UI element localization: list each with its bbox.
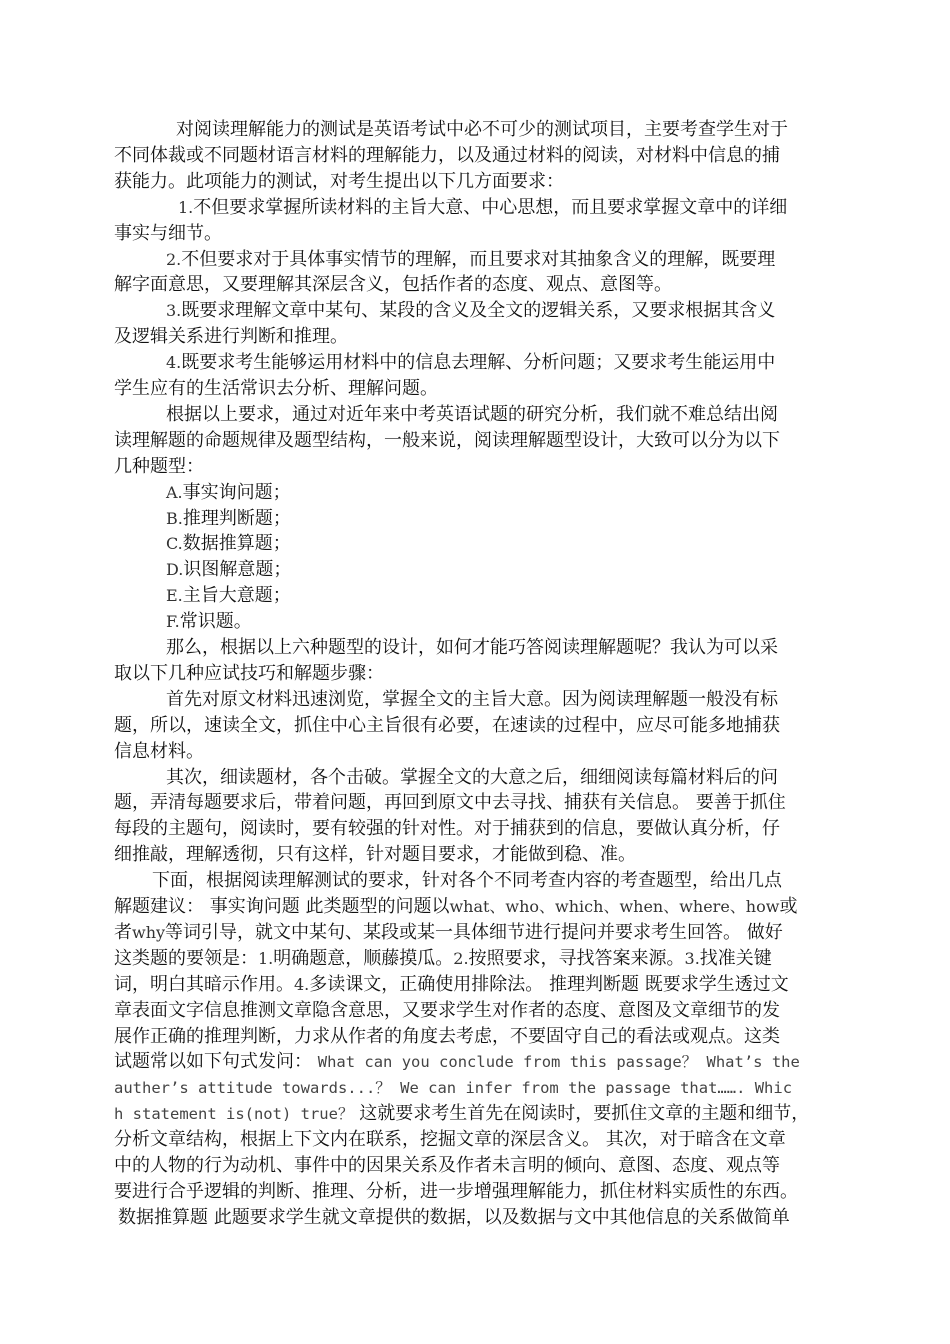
text-segment: 中的人物的行为动机、事件中的因果关系及作者未言明的倾向、意图、态度、观点等 — [114, 1155, 780, 1176]
text-line — [114, 222, 222, 246]
text-segment: 主旨大意题； — [182, 585, 291, 607]
text-segment: 既要求考生能够运用材料中的信息去理解、分析问题；又要求考生能运用中 — [181, 352, 776, 374]
text-line — [166, 481, 291, 505]
text-line — [152, 869, 782, 893]
text-segment: h statement is(not) true？ — [114, 1105, 354, 1124]
text-line — [114, 377, 438, 401]
text-segment: 每段的主题句，阅读时，要有较强的针对性。对于捕获到的信息，要做认真分析，仔 — [114, 818, 780, 840]
text-line — [178, 196, 787, 220]
text-line — [114, 817, 780, 841]
text-segment: 4. — [166, 353, 182, 373]
text-segment: 展作正确的推理判断，力求从作者的角度去考虑，不要固守自己的看法或观点。这类 — [114, 1025, 780, 1047]
text-segment: 下面，根据阅读理解测试的要求，针对各个不同考查内容的考查题型，给出几点 — [152, 870, 782, 892]
text-line — [166, 507, 291, 531]
text-segment: 获能力。此项能力的测试，对考生提出以下几方面要求： — [114, 170, 564, 192]
text-line — [114, 999, 780, 1023]
text-segment: 根据以上要求，通过对近年来中考英语试题的研究分析，我们就不难总结出阅 — [166, 403, 778, 425]
text-segment: 明确题意，顺藤摸瓜。 — [273, 947, 454, 969]
text-line — [166, 351, 775, 375]
text-segment: 这就要求考生首先在阅读时，要抓住文章的主题和细节， — [353, 1103, 810, 1125]
text-line — [114, 1128, 786, 1152]
text-line — [166, 403, 778, 427]
text-line — [166, 610, 252, 634]
text-segment: 1. — [258, 948, 274, 968]
text-line — [114, 455, 204, 479]
text-segment: 词，明白其暗示作用。 — [114, 973, 294, 995]
text-line — [114, 1102, 809, 1126]
text-segment: 细推敲，理解透彻，只有这样，针对题目要求，才能做到稳、准。 — [114, 844, 636, 866]
text-segment: why — [132, 922, 166, 942]
text-segment: 其次，细读题材，各个击破。掌握全文的大意之后，细细阅读每篇材料后的问 — [166, 766, 778, 788]
text-segment: 那么，根据以上六种题型的设计，如何才能巧答阅读理解题呢？我认为可以采 — [166, 637, 778, 658]
text-segment: auther’s attitude towards...？ We can infer from the passage that……. Whic — [114, 1079, 793, 1098]
text-segment: 分析文章结构，根据上下文内在联系，挖掘文章的深层含义。 其次，对于暗含在文章 — [114, 1129, 786, 1151]
text-line — [114, 714, 780, 738]
text-segment: 信息材料。 — [114, 740, 204, 762]
text-segment: 1. — [178, 197, 194, 217]
text-segment: 事实询问题； — [182, 481, 291, 503]
text-line — [114, 273, 672, 297]
text-segment: 按照要求，寻找答案来源。 — [468, 947, 685, 969]
text-segment: 要进行合乎逻辑的判断、推理、分析，进一步增强理解能力，抓住材料实质性的东西。 — [114, 1180, 798, 1202]
text-segment: 数据推算题 此题要求学生就文章提供的数据，以及数据与文中其他信息的关系做简单 — [118, 1206, 790, 1228]
text-segment: 3. — [684, 948, 700, 968]
text-line — [114, 1025, 780, 1049]
text-line — [166, 688, 778, 712]
text-segment: B. — [166, 508, 183, 528]
text-segment: 不但要求掌握所读材料的主旨大意、中心思想，而且要求掌握文章中的详细 — [193, 196, 788, 218]
text-line — [114, 791, 786, 815]
text-segment: 读理解题的命题规律及题型结构，一般来说，阅读理解题型设计，大致可以分为以下 — [114, 429, 780, 451]
text-line — [114, 170, 564, 194]
text-segment: 对阅读理解能力的测试是英语考试中必不可少的测试项目，主要考查学生对于 — [176, 119, 788, 140]
text-line — [114, 921, 783, 945]
text-line — [114, 973, 789, 997]
text-segment: 者 — [114, 921, 132, 943]
text-segment: 题，弄清每题要求后，带着问题，再回到原文中去寻找、捕获有关信息。 要善于抓住 — [114, 792, 786, 814]
text-segment: 3. — [166, 301, 182, 321]
text-segment: 试题常以如下句式发问： — [114, 1051, 318, 1073]
text-segment: 或 — [779, 896, 798, 917]
text-segment: 题，所以，速读全文，抓住中心主旨很有必要，在速读的过程中，应尽可能多地捕获 — [114, 714, 780, 736]
text-segment: 找准关键 — [699, 947, 772, 969]
text-segment: 2. — [166, 249, 182, 269]
text-segment: 取以下几种应试技巧和解题步骤： — [114, 662, 384, 684]
text-segment: 多读课文，正确使用排除法。 推理判断题 既要求学生透过文 — [309, 973, 789, 995]
text-segment: A. — [166, 482, 183, 502]
text-segment: 几种题型： — [114, 455, 204, 477]
text-line — [166, 299, 775, 323]
text-line — [114, 662, 384, 686]
text-line — [114, 1154, 780, 1178]
text-segment: 这类题的要领是： — [114, 947, 258, 969]
text-segment: D. — [166, 560, 184, 580]
text-line — [114, 144, 780, 168]
text-line — [114, 1180, 798, 1204]
text-line — [118, 1206, 790, 1230]
text-segment: 事实与细节。 — [114, 222, 222, 244]
text-line — [176, 118, 788, 142]
text-segment: 数据推算题； — [182, 533, 291, 555]
text-segment: F. — [166, 612, 180, 632]
text-line — [114, 740, 204, 764]
text-segment: C. — [166, 534, 183, 554]
text-segment: 既要求理解文章中某句、某段的含义及全文的逻辑关系，又要求根据其含义 — [181, 300, 776, 322]
text-segment: 识图解意题； — [183, 559, 292, 581]
text-segment: 解题建议： 事实询问题 此类题型的问题以 — [114, 896, 450, 917]
text-line — [166, 584, 291, 608]
text-line — [114, 1076, 792, 1100]
text-segment: 解字面意思，又要理解其深层含义，包括作者的态度、观点、意图等。 — [114, 274, 672, 296]
text-segment: 4. — [294, 974, 310, 994]
text-line — [166, 558, 291, 582]
text-segment: 2. — [453, 948, 469, 968]
text-segment: 章表面文字信息推测文章隐含意思，又要求学生对作者的态度、意图及文章细节的发 — [114, 999, 780, 1021]
text-segment: 首先对原文材料迅速浏览，掌握全文的主旨大意。因为阅读理解题一般没有标 — [166, 688, 778, 710]
text-segment: 及逻辑关系进行判断和推理。 — [114, 326, 348, 348]
text-line — [166, 248, 775, 272]
text-line — [114, 947, 772, 971]
text-line — [166, 766, 778, 790]
text-segment: 等词引导，就文中某句、某段或某一具体细节进行提问并要求考生回答。 做好 — [165, 921, 783, 943]
text-segment: 不但要求对于具体事实情节的理解，而且要求对其抽象含义的理解，既要理 — [181, 248, 776, 270]
text-line — [114, 325, 348, 349]
text-segment: 学生应有的生活常识去分析、理解问题。 — [114, 378, 438, 399]
text-segment: what、who、which、when、where、how — [449, 897, 780, 916]
text-line — [166, 532, 291, 556]
text-segment: 推理判断题； — [182, 507, 291, 529]
text-line — [114, 429, 780, 453]
text-line — [114, 895, 797, 919]
text-segment: 不同体裁或不同题材语言材料的理解能力，以及通过材料的阅读，对材料中信息的捕 — [114, 144, 780, 166]
text-segment: What can you conclude from this passage？ What’s the — [317, 1053, 800, 1072]
text-segment: E. — [166, 586, 183, 606]
text-line — [166, 636, 778, 660]
text-segment: 常识题。 — [179, 611, 252, 633]
text-line — [114, 1050, 800, 1074]
text-line — [114, 843, 636, 867]
